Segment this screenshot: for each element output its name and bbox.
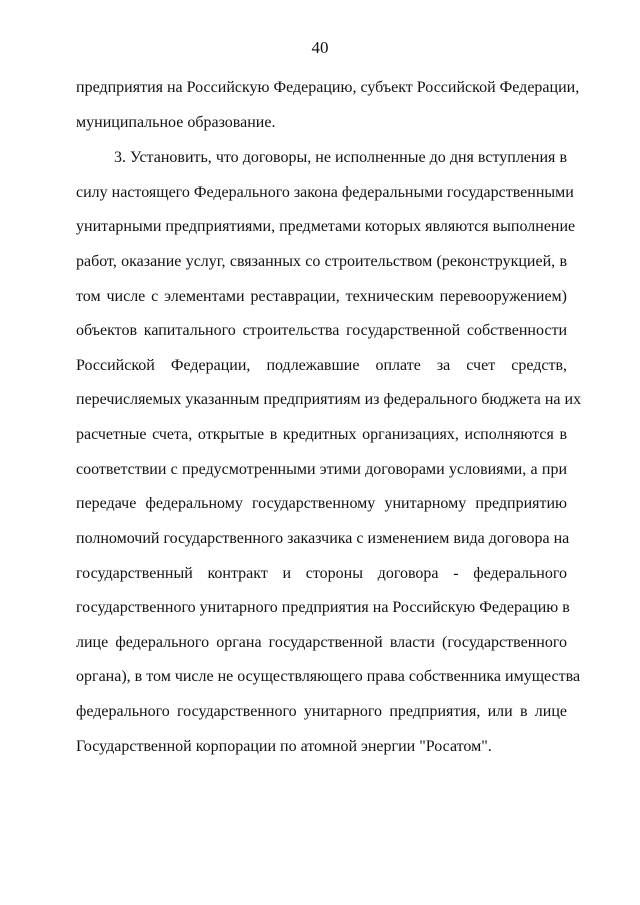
text-line: Российской Федерации, подлежавшие оплате за счет средств, (76, 357, 567, 374)
text-line: государственный контракт и стороны договора - федерального (76, 565, 567, 582)
text-line: расчетные счета, открытые в кредитных организациях, исполняются в (76, 426, 567, 443)
text-line: работ, оказание услуг, связанных со строительством (реконструкцией, в (76, 253, 567, 270)
text-line: лице федерального органа государственной власти (государственного (76, 634, 567, 651)
text-line: перечисляемых указанным предприятиям из федерального бюджета на их (76, 391, 582, 408)
text-line: соответствии с предусмотренными этими договорами условиями, а при (76, 461, 567, 478)
text-line: полномочий государственного заказчика с изменением вида договора на (76, 530, 570, 547)
page-number: 40 (311, 38, 329, 57)
text-line: государственного унитарного предприятия на Российскую Федерацию в (76, 599, 570, 616)
text-line: передаче федеральному государственному унитарному предприятию (76, 495, 567, 512)
text-line: том числе с элементами реставрации, техническим перевооружением) (76, 288, 567, 305)
text-line: Государственной корпорации по атомной энергии "Росатом". (76, 738, 492, 755)
text-line: предприятия на Российскую Федерацию, субъект Российской Федерации, (76, 79, 580, 96)
text-line: федерального государственного унитарного предприятия, или в лице (76, 703, 567, 720)
text-line: муниципальное образование. (76, 114, 276, 131)
text-line: органа), в том числе не осуществляющего права собственника имущества (76, 668, 581, 685)
text-line: унитарными предприятиями, предметами которых являются выполнение (76, 218, 576, 235)
paragraph-first-line: 3. Установить, что договоры, не исполненные до дня вступления в (114, 149, 567, 166)
text-line: объектов капитального строительства государственной собственности (76, 322, 567, 339)
text-line: силу настоящего Федерального закона федеральными государственными (76, 184, 574, 201)
